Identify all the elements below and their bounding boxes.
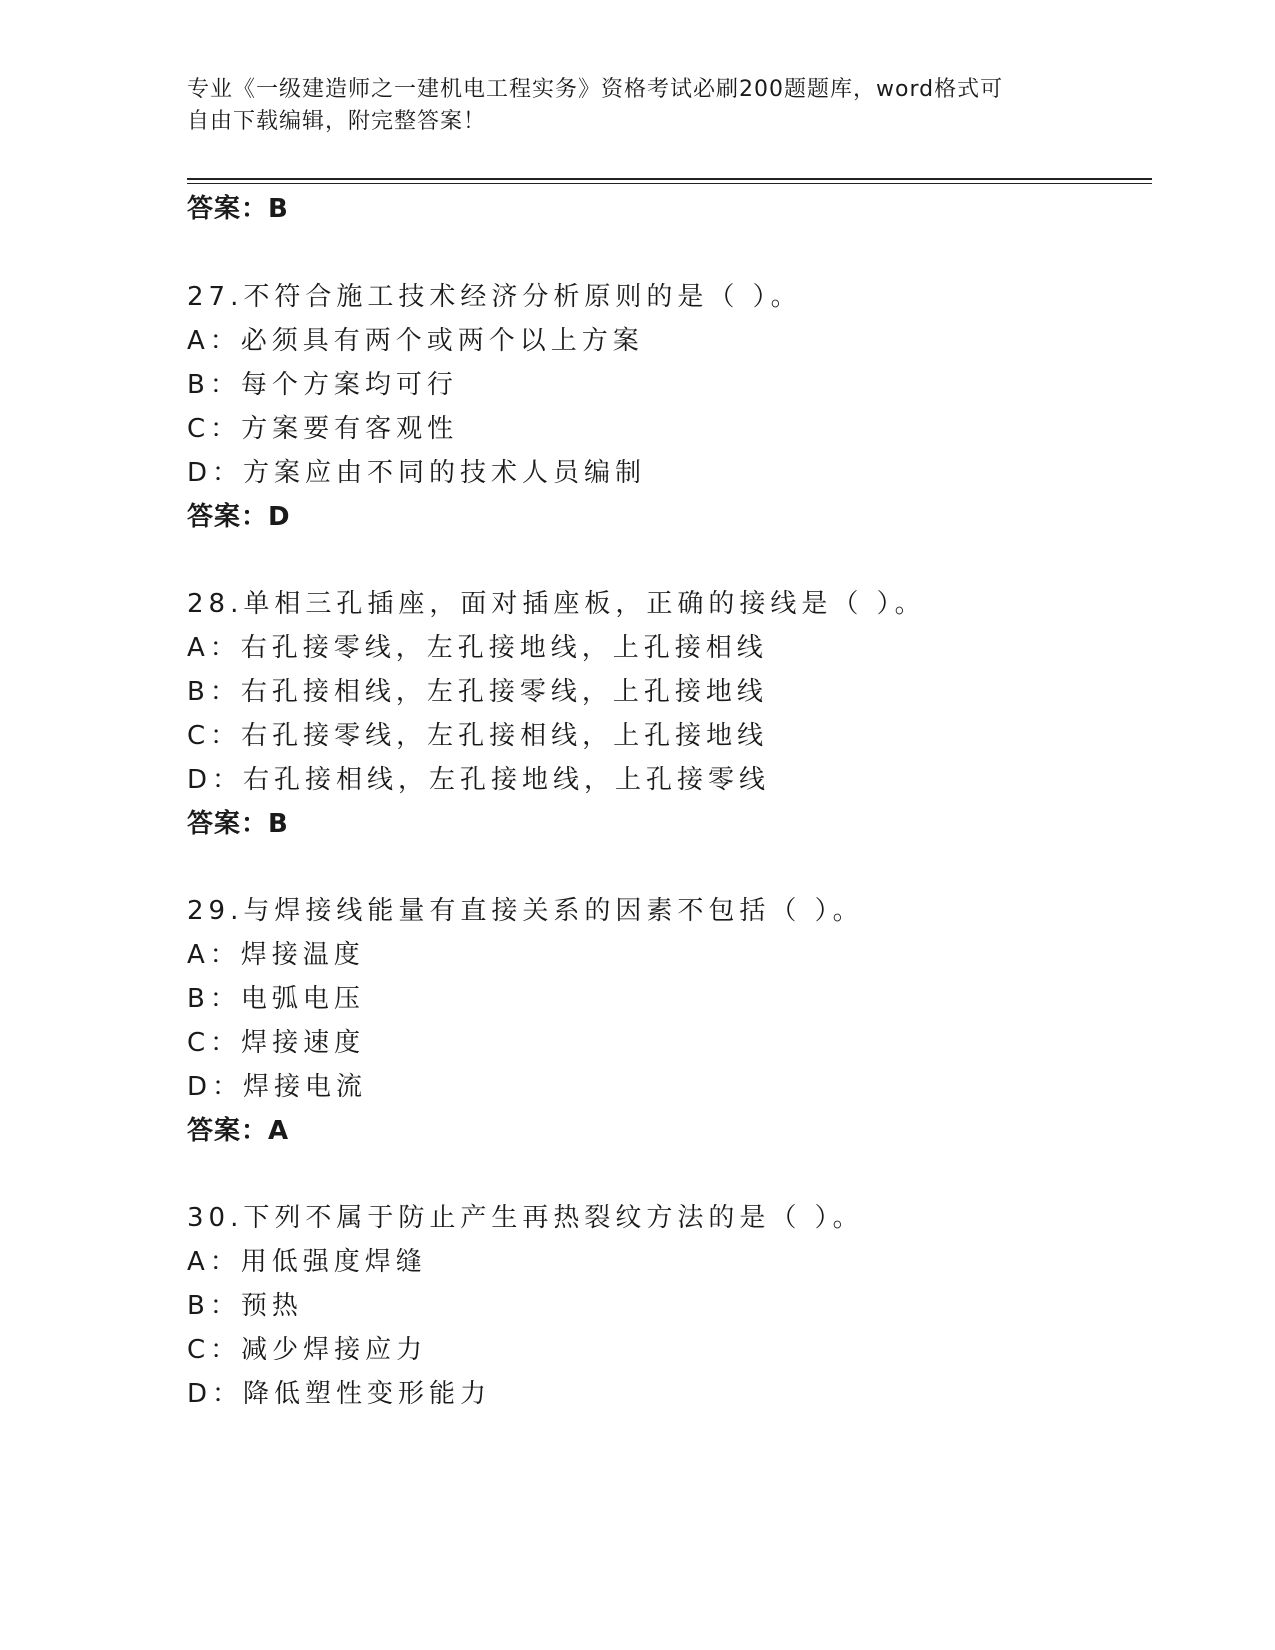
- question-27: 27.不符合施工技术经济分析原则的是（ ）。: [187, 282, 802, 312]
- option-28-c: C：右孔接零线，左孔接相线，上孔接地线: [187, 721, 769, 751]
- question-30: 30.下列不属于防止产生再热裂纹方法的是（ ）。: [187, 1203, 864, 1233]
- option-30-d: D：降低塑性变形能力: [187, 1379, 492, 1409]
- header-line-1: 专业《一级建造师之一建机电工程实务》资格考试必刷200题题库，word格式可: [187, 77, 1004, 102]
- question-28: 28.单相三孔插座，面对插座板，正确的接线是（ ）。: [187, 589, 926, 619]
- option-30-a: A：用低强度焊缝: [187, 1247, 427, 1277]
- option-29-a: A：焊接温度: [187, 940, 365, 970]
- answer-29: 答案：A: [187, 1116, 290, 1146]
- answer-28: 答案：B: [187, 809, 289, 839]
- header-rule-thin: [187, 183, 1152, 184]
- option-28-d: D：右孔接相线，左孔接地线，上孔接零线: [187, 765, 771, 795]
- answer-26: 答案：B: [187, 194, 289, 224]
- option-29-d: D：焊接电流: [187, 1072, 368, 1102]
- option-29-b: B：电弧电压: [187, 984, 365, 1014]
- option-27-b: B：每个方案均可行: [187, 370, 458, 400]
- option-30-c: C：减少焊接应力: [187, 1335, 428, 1365]
- option-27-d: D：方案应由不同的技术人员编制: [187, 458, 647, 488]
- option-28-a: A：右孔接零线，左孔接地线，上孔接相线: [187, 633, 768, 663]
- header-rule-thick: [187, 178, 1152, 180]
- answer-27: 答案：D: [187, 502, 291, 532]
- option-28-b: B：右孔接相线，左孔接零线，上孔接地线: [187, 677, 768, 707]
- header-line-2: 自由下载编辑，附完整答案！: [187, 109, 487, 134]
- option-27-a: A：必须具有两个或两个以上方案: [187, 326, 644, 356]
- question-29: 29.与焊接线能量有直接关系的因素不包括（ ）。: [187, 896, 864, 926]
- document-header: [187, 74, 1067, 138]
- option-29-c: C：焊接速度: [187, 1028, 366, 1058]
- option-27-c: C：方案要有客观性: [187, 414, 459, 444]
- option-30-b: B：预热: [187, 1291, 303, 1321]
